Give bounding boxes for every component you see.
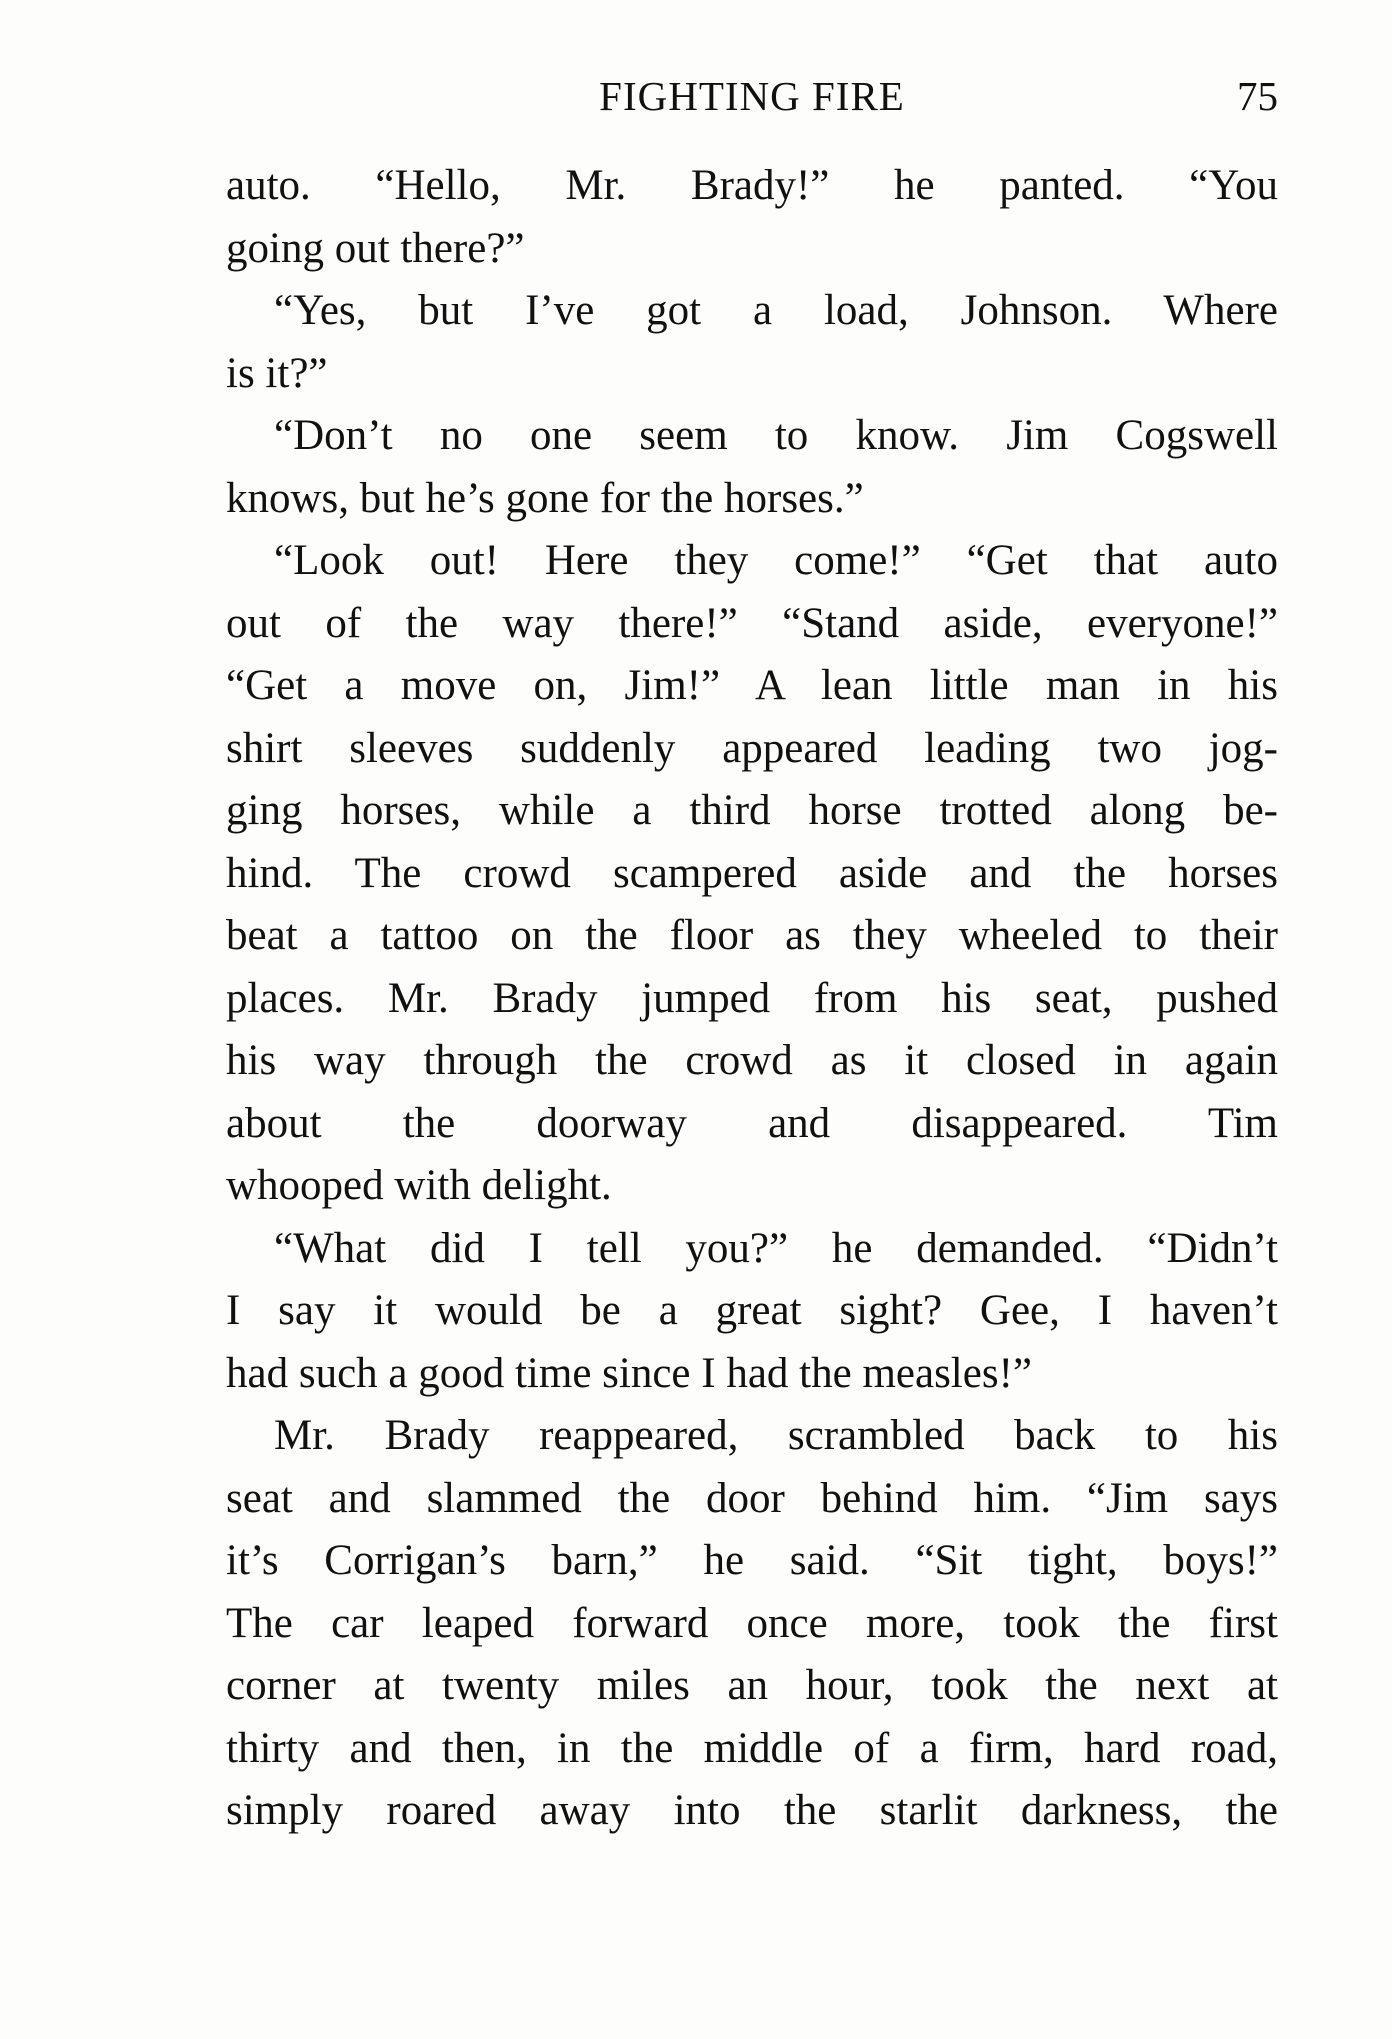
text-line: places. Mr. Brady jumped from his seat, pushed — [226, 974, 1278, 1022]
text-line: thirty and then, in the middle of a firm, hard road, — [226, 1724, 1278, 1772]
body-text — [226, 155, 1278, 1843]
text-line: “What did I tell you?” he demanded. “Didn’t — [274, 1224, 1278, 1272]
text-line: out of the way there!” “Stand aside, everyone!” — [226, 599, 1278, 647]
text-line: “Don’t no one seem to know. Jim Cogswell — [274, 412, 1278, 459]
text-line: seat and slammed the door behind him. “Jim says — [226, 1474, 1278, 1522]
running-title: FIGHTING FIRE — [599, 73, 905, 119]
text-line: knows, but he’s gone for the horses.” — [226, 474, 864, 522]
text-line: hind. The crowd scampered aside and the horses — [226, 849, 1278, 897]
page-number: 75 — [1237, 73, 1278, 119]
text-line: about the doorway and disappeared. Tim — [226, 1099, 1278, 1147]
text-line: “Yes, but I’ve got a load, Johnson. Where — [274, 287, 1278, 334]
text-line: “Look out! Here they come!” “Get that auto — [274, 537, 1278, 584]
text-line: The car leaped forward once more, took the first — [226, 1599, 1278, 1647]
text-line: corner at twenty miles an hour, took the next at — [226, 1662, 1278, 1709]
page-header — [226, 72, 1278, 132]
text-line: had such a good time since I had the measles!” — [226, 1349, 1032, 1397]
text-line: it’s Corrigan’s barn,” he said. “Sit tight, boys!” — [226, 1537, 1278, 1584]
text-line: his way through the crowd as it closed in again — [226, 1037, 1278, 1084]
text-line: simply roared away into the starlit darkness, the — [226, 1787, 1278, 1834]
text-line: is it?” — [226, 349, 328, 397]
text-line: I say it would be a great sight? Gee, I haven’t — [226, 1287, 1278, 1334]
text-line: ging horses, while a third horse trotted along be- — [226, 787, 1278, 834]
text-line: “Get a move on, Jim!” A lean little man in his — [226, 662, 1278, 709]
text-line: going out there?” — [226, 224, 525, 272]
text-line: whooped with delight. — [226, 1162, 612, 1209]
text-line: Mr. Brady reappeared, scrambled back to his — [274, 1412, 1278, 1459]
text-line: beat a tattoo on the floor as they wheeled to their — [226, 912, 1278, 959]
text-line: auto. “Hello, Mr. Brady!” he panted. “You — [226, 162, 1278, 209]
text-line: shirt sleeves suddenly appeared leading two jog- — [226, 724, 1278, 772]
